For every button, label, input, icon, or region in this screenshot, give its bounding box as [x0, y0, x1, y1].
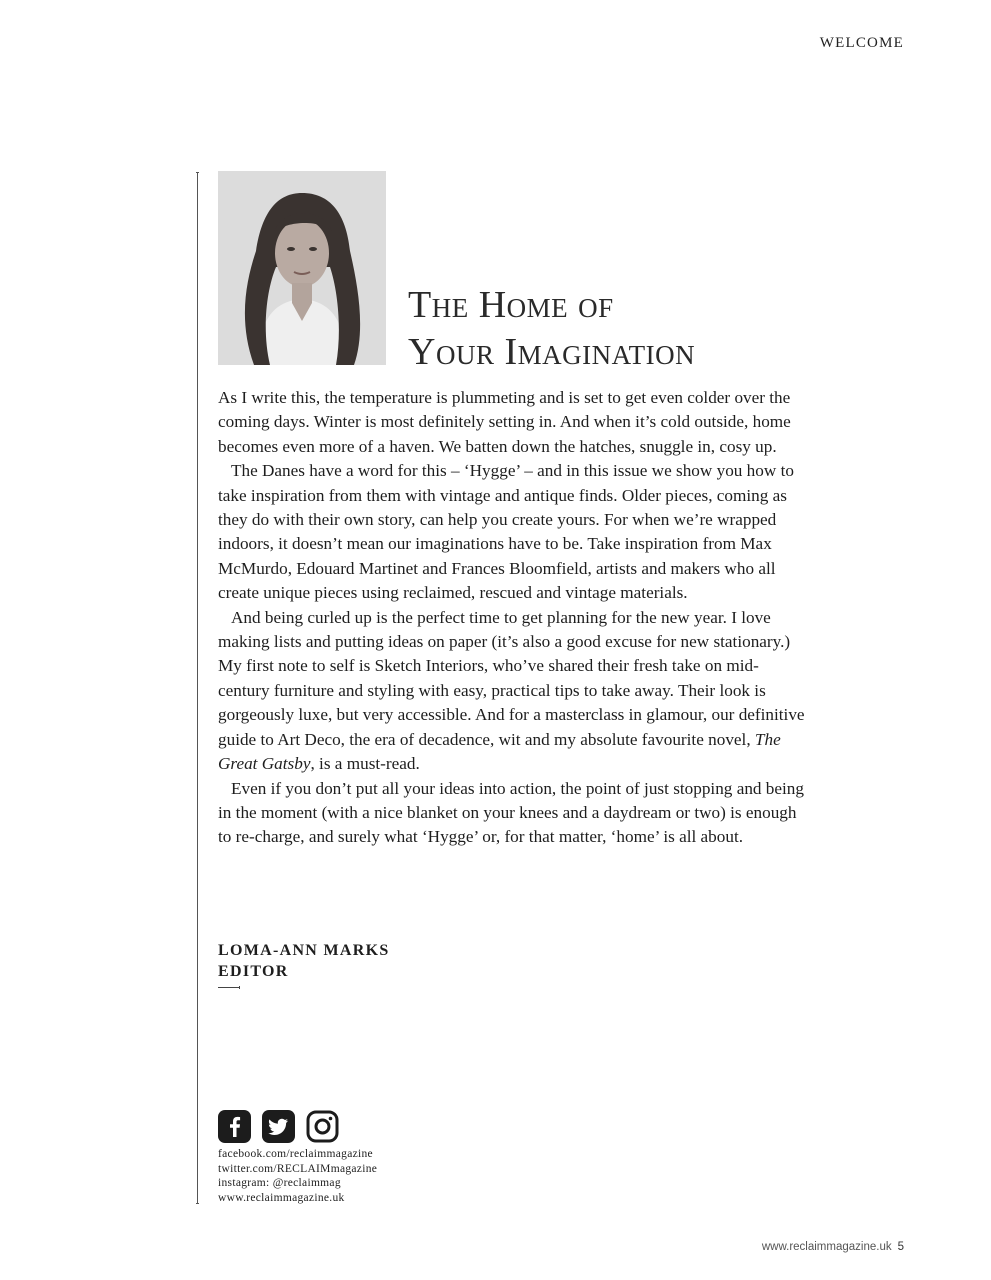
paragraph-3-end: , is a must-read.: [310, 754, 420, 774]
title-line-1: The Home of: [408, 284, 614, 326]
book-title: The Great Gatsby: [218, 729, 781, 774]
paragraph-3: [218, 606, 808, 777]
signoff: [218, 940, 390, 982]
twitter-icon[interactable]: [262, 1110, 295, 1143]
author-name: LOMA-ANN MARKS: [218, 942, 390, 959]
social-icons: [218, 1110, 339, 1143]
portrait-illustration: [218, 171, 386, 365]
author-role: EDITOR: [218, 963, 289, 980]
title-line-2: Your Imagination: [408, 331, 696, 373]
page-number: 5: [897, 1241, 904, 1253]
paragraph-3-start: And being curled up is the perfect time to get planning for the new year. I love making lists and putting ideas on paper (it’s also a good excuse for new stationary.) My first note to self is Sketch Interiors, who’ve shared their fresh take on mid-century furniture and styling with easy, practical tips to take away. Their look is gorgeously luxe, but very accessible. And for a masterclass in glamour, our definitive guide to Art Deco, the era of decadence, wit and my absolute favourite novel,: [218, 607, 805, 749]
paragraph-2: The Danes have a word for this – ‘Hygge’ – and in this issue we show you how to take inspiration from them with vintage and antique finds. Older pieces, coming as they do with their own story, can help you create yours. For when we’re wrapped indoors, it doesn’t mean our imaginations have to be. Take inspiration from Max McMurdo, Edouard Martinet and Frances Bloomfield, artists and makers who all create unique pieces using reclaimed, rescued and vintage materials.: [218, 461, 794, 603]
facebook-link[interactable]: facebook.com/reclaimmagazine: [218, 1148, 373, 1160]
signoff-rule: [218, 987, 240, 988]
vertical-rule: [197, 172, 198, 1204]
editor-portrait: [218, 171, 386, 365]
page-footer: [762, 1241, 904, 1253]
twitter-link[interactable]: twitter.com/RECLAIMmagazine: [218, 1162, 378, 1175]
instagram-icon[interactable]: [306, 1110, 339, 1143]
footer-url[interactable]: www.reclaimmagazine.uk: [761, 1241, 892, 1253]
article-title: [408, 282, 828, 376]
paragraph-1: As I write this, the temperature is plummeting and is set to get even colder over the coming days. Winter is most definitely setting in. And when it’s cold outside, home becomes even more of a haven. We batten down the hatches, snuggle in, cosy up.: [218, 388, 791, 456]
article-body: [218, 386, 808, 850]
social-links: [218, 1147, 377, 1205]
paragraph-4: Even if you don’t put all your ideas into action, the point of just stopping and being in the moment (with a nice blanket on your knees and a daydream or two) is enough to re-charge, and surely what ‘Hygge’ or, for that matter, ‘home’ is all about.: [218, 778, 804, 847]
facebook-icon[interactable]: [218, 1110, 251, 1143]
website-link[interactable]: www.reclaimmagazine.uk: [218, 1191, 345, 1204]
instagram-link[interactable]: instagram: @reclaimmag: [218, 1177, 341, 1190]
section-label: WELCOME: [819, 35, 904, 51]
